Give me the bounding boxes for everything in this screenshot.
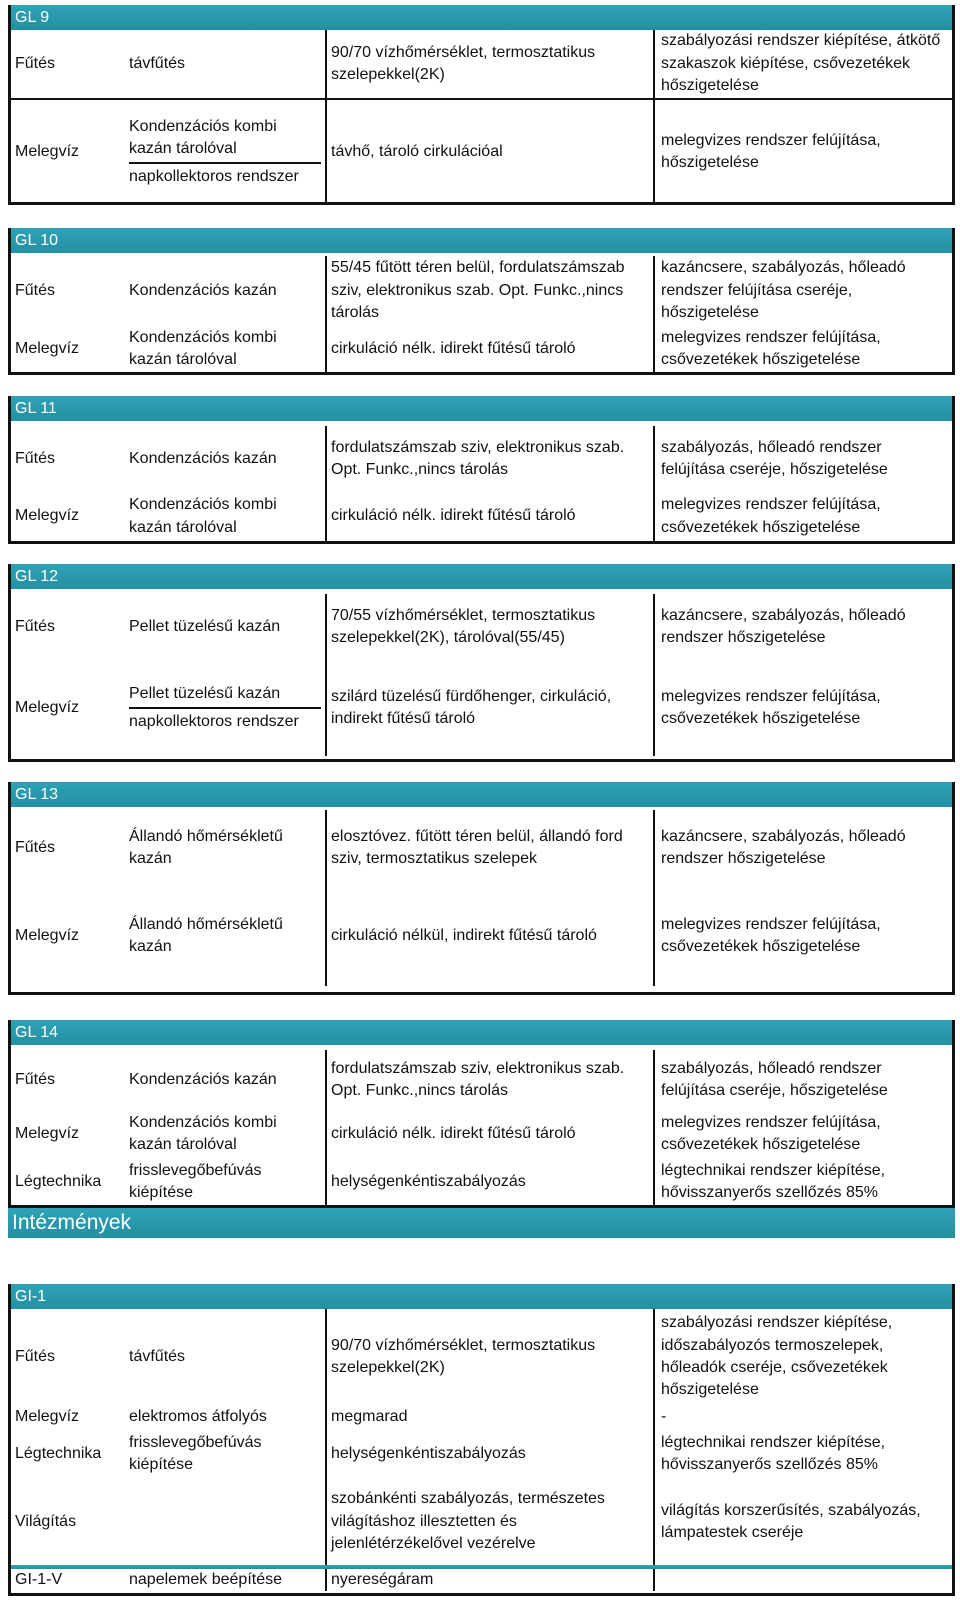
row-system: távfűtés — [129, 54, 186, 72]
row-current-state: szobánkénti szabályozás, természetes világításhoz illesztetten és jelenlétérzékelővel vezérelve — [331, 1490, 605, 1553]
gl11-row-hotwater — [11, 492, 952, 541]
row-system: elektromos átfolyós — [129, 1407, 267, 1425]
gl11-block — [8, 396, 955, 544]
gl14-row-ventilation — [11, 1158, 952, 1206]
row-current-state: megmarad — [331, 1407, 408, 1425]
row-system: Kondenzációs kazán — [129, 1070, 277, 1088]
gi1-block — [8, 1284, 955, 1596]
row-current-state: cirkuláció nélk. idirekt fűtésű tároló — [331, 1124, 576, 1142]
row-category: Fűtés — [15, 838, 56, 856]
row-measure: melegvizes rendszer felújítása, csővezetékek hőszigetelése — [661, 915, 881, 955]
row-current-state: távhő, tároló cirkulációal — [331, 142, 503, 160]
row-current-state: szilárd tüzelésű fürdőhenger, cirkuláció, indirekt fűtésű tároló — [331, 687, 612, 727]
row-system: Kondenzációs kazán — [129, 281, 277, 299]
row-category: Melegvíz — [15, 926, 80, 944]
row-system-secondary: napkollektoros rendszer — [129, 712, 299, 730]
gl14-row-heating — [11, 1050, 952, 1110]
row-category: Világítás — [15, 1512, 77, 1530]
row-system: Pellet tüzelésű kazán — [129, 683, 321, 708]
gl9-row-hotwater — [11, 100, 952, 204]
row-measure: melegvizes rendszer felújítása, csővezetékek hőszigetelése — [661, 496, 881, 536]
row-system-secondary: napkollektoros rendszer — [129, 167, 299, 185]
section-title-institutions: Intézmények — [8, 1208, 955, 1238]
row-measure: szabályozás, hőleadó rendszer felújítása cseréje, hőszigetelése — [661, 438, 888, 478]
gi1-v-row — [11, 1569, 952, 1591]
row-category: Melegvíz — [15, 339, 80, 357]
row-current-state: 55/45 fűtött téren belül, fordulatszámszab sziv, elektronikus szab. Opt. Funkc.,nincs tárolás — [331, 259, 625, 322]
row-system: frisslevegőbefúvás kiépítése — [129, 1161, 262, 1201]
row-category: Légtechnika — [15, 1172, 102, 1190]
gl10-block — [8, 228, 955, 375]
row-current-state: cirkuláció nélk. idirekt fűtésű tároló — [331, 339, 576, 357]
gl10-row-hotwater — [11, 326, 952, 372]
row-measure: kazáncsere, szabályozás, hőleadó rendszer hőszigetelése — [661, 606, 906, 646]
gl13-block — [8, 782, 955, 995]
row-current-state: helységenkéntiszabályozás — [331, 1444, 526, 1462]
row-measure: világítás korszerűsítés, szabályozás, lámpatestek cseréje — [661, 1501, 921, 1541]
row-category: Légtechnika — [15, 1444, 102, 1462]
gl9-header: GL 9 — [11, 5, 952, 30]
row-category: Fűtés — [15, 449, 56, 467]
row-category: Fűtés — [15, 281, 56, 299]
row-current-state: helységenkéntiszabályozás — [331, 1172, 526, 1190]
gl12-header: GL 12 — [11, 564, 952, 589]
row-measure: szabályozási rendszer kiépítése, átkötő szakaszok kiépítése, csővezetékek hőszigetelése — [661, 32, 941, 95]
row-measure: szabályozási rendszer kiépítése, időszabályozós termoszelepek, hőleadók cseréje, csővezetékek hőszigetelése — [661, 1314, 893, 1399]
row-system: frisslevegőbefúvás kiépítése — [129, 1433, 262, 1473]
gl11-row-heating — [11, 426, 952, 492]
row-category: Melegvíz — [15, 142, 80, 160]
row-system: napelemek beépítése — [129, 1570, 282, 1588]
gl13-header: GL 13 — [11, 782, 952, 807]
row-measure: melegvizes rendszer felújítása, hőszigetelése — [661, 131, 881, 171]
row-measure: melegvizes rendszer felújítása, csővezetékek hőszigetelése — [661, 1113, 881, 1153]
row-system: Kondenzációs kombi kazán tárolóval — [129, 496, 277, 536]
row-system: Kondenzációs kombi kazán tárolóval — [129, 328, 277, 368]
gi1-row-hotwater — [11, 1405, 952, 1429]
row-category: Melegvíz — [15, 1407, 80, 1425]
row-category: Fűtés — [15, 1070, 56, 1088]
gi1-header: GI-1 — [11, 1284, 952, 1309]
row-current-state: fordulatszámszab sziv, elektronikus szab. Opt. Funkc.,nincs tárolás — [331, 438, 625, 478]
row-current-state: 70/55 vízhőmérséklet, termosztatikus szelepekkel(2K), tárolóval(55/45) — [331, 606, 596, 646]
row-measure: légtechnikai rendszer kiépítése, hővisszanyerős szellőzés 85% — [661, 1161, 886, 1201]
row-measure: kazáncsere, szabályozás, hőleadó rendszer felújítása cseréje, hőszigetelése — [661, 259, 906, 322]
gl14-header: GL 14 — [11, 1020, 952, 1045]
row-current-state: nyereségáram — [331, 1570, 434, 1588]
gl14-row-hotwater — [11, 1110, 952, 1158]
gl10-header: GL 10 — [11, 228, 952, 253]
row-current-state: elosztóvez. fűtött téren belül, állandó ford sziv, termosztatikus szelepek — [331, 827, 623, 867]
row-measure: kazáncsere, szabályozás, hőleadó rendszer hőszigetelése — [661, 827, 906, 867]
gl13-row-hotwater — [11, 886, 952, 986]
row-system: Pellet tüzelésű kazán — [129, 617, 281, 635]
row-category: Melegvíz — [15, 1124, 80, 1142]
row-measure: melegvizes rendszer felújítása, csővezetékek hőszigetelése — [661, 328, 881, 368]
row-category: Fűtés — [15, 54, 56, 72]
gl12-row-hotwater — [11, 660, 952, 756]
gl14-block — [8, 1020, 955, 1208]
row-system: Állandó hőmérsékletű kazán — [129, 915, 283, 955]
gl12-block — [8, 564, 955, 762]
row-system: távfűtés — [129, 1347, 186, 1365]
gl13-row-heating — [11, 810, 952, 886]
row-measure: légtechnikai rendszer kiépítése, hővisszanyerős szellőzés 85% — [661, 1433, 886, 1473]
row-category: Fűtés — [15, 617, 56, 635]
row-system: Kondenzációs kombi kazán tárolóval — [129, 1113, 277, 1153]
gi1-row-lighting — [11, 1479, 952, 1565]
row-current-state: 90/70 vízhőmérséklet, termosztatikus szelepekkel(2K) — [331, 1336, 596, 1376]
row-measure: - — [661, 1407, 667, 1425]
row-system: Kondenzációs kazán — [129, 449, 277, 467]
gl10-row-heating — [11, 256, 952, 326]
gi1-row-heating — [11, 1309, 952, 1405]
gl9-row-heating — [11, 30, 952, 98]
row-system: Állandó hőmérsékletű kazán — [129, 827, 283, 867]
row-current-state: 90/70 vízhőmérséklet, termosztatikus szelepekkel(2K) — [331, 43, 596, 83]
row-current-state: cirkuláció nélk. idirekt fűtésű tároló — [331, 507, 576, 525]
gl9-block — [8, 5, 955, 205]
row-system: Kondenzációs kombi kazán tárolóval — [129, 116, 321, 164]
row-category: GI-1-V — [15, 1570, 63, 1588]
gl11-header: GL 11 — [11, 396, 952, 421]
row-category: Melegvíz — [15, 507, 80, 525]
row-measure: szabályozás, hőleadó rendszer felújítása cseréje, hőszigetelése — [661, 1059, 888, 1099]
row-current-state: cirkuláció nélkül, indirekt fűtésű tároló — [331, 926, 597, 944]
row-measure: melegvizes rendszer felújítása, csővezetékek hőszigetelése — [661, 687, 881, 727]
row-current-state: fordulatszámszab sziv, elektronikus szab. Opt. Funkc.,nincs tárolás — [331, 1059, 625, 1099]
gi1-row-ventilation — [11, 1429, 952, 1479]
row-category: Fűtés — [15, 1347, 56, 1365]
row-category: Melegvíz — [15, 698, 80, 716]
gl12-row-heating — [11, 594, 952, 660]
